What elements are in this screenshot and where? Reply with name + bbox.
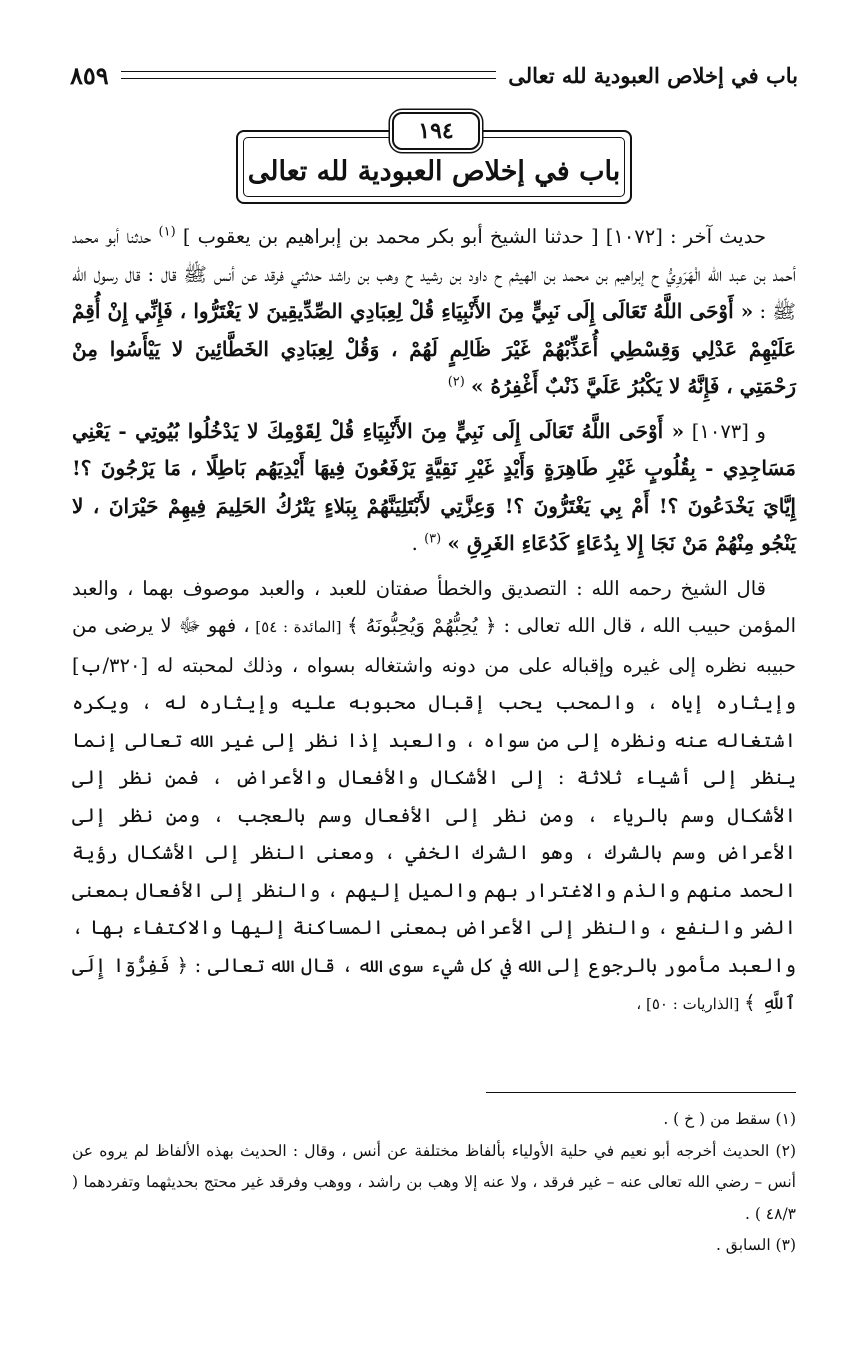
chapter-number: ١٩٤: [418, 118, 454, 144]
header-rule: [121, 71, 497, 79]
footnote-1: (١) سقط من ( خ ) .: [663, 1110, 796, 1128]
hadith-1-chain-start: حديث آخر : [١٠٧٢] [ حدثنا الشيخ أبو بكر محمد بن إبراهيم بن يعقوب ]: [182, 225, 767, 248]
footnote-mark-3: (٣): [424, 531, 442, 547]
running-header: [70, 58, 798, 92]
hadith-2-text: « أَوْحَى اللَّهُ تَعَالَى إِلَى نَبِيٍّ مِنَ الأَنْبِيَاءِ قُلْ لِقَوْمِكَ لا يَدْخُلُوا بُيُوتِي - يَعْنِي مَسَاجِدِي - بِقُلُوبٍ غَيْرِ طَاهِرَةٍ وَأَيْدٍ غَيْرِ نَقِيَّةٍ يَرْفَعُونَ فِيهَا أَيْدِيَهُم بَاطِلًا ، مَا يَرْجُونَ ؟! إِيَّايَ يَخْدَعُونَ ؟! أَمْ بِي يَغْتَرُّونَ ؟! وَعِزَّتِي لأَبْتَلِيَنَّهُمْ بِبَلاءٍ يَتْرُكُ الحَلِيمَ فِيهِمْ حَيْرَانَ ، لا يَنْجُو مِنْهُمْ مَنْ نَجَا إِلا بِدُعَاءٍ كَدُعَاءِ الغَرِقِ »: [72, 418, 796, 555]
chapter-title: باب في إخلاص العبودية لله تعالى: [247, 155, 621, 187]
footnotes: [72, 1104, 796, 1262]
footnote-mark-1: (١): [158, 224, 176, 240]
footnote-divider: [486, 1092, 796, 1093]
hadith-1-paragraph: [72, 218, 796, 406]
running-title: باب في إخلاص العبودية لله تعالى: [508, 62, 798, 88]
footnote-mark-2: (٢): [447, 374, 465, 390]
main-text: [72, 218, 796, 1031]
hadith-2-prefix: و [١٠٧٣]: [684, 419, 766, 443]
footnote-2: (٢) الحديث أخرجه أبو نعيم في حلية الأولياء بألفاظ مختلفة عن أنس ، وقال : الحديث بهذه الألفاظ لم يروه عن أنس – رضي الله تعالى عنه – غير فرقد ، ولا عنه إلا وهب بن راشد ، ووهب وفرقد غير محتج بحديثهما وتفردهما ( ٤٨/٣ ) .: [72, 1141, 796, 1223]
commentary-paragraph: [72, 570, 796, 1024]
hadith-2-suffix: .: [411, 532, 425, 555]
chapter-number-badge: [392, 112, 480, 150]
hadith-1-text: « أَوْحَى اللَّهُ تَعَالَى إِلَى نَبِيٍّ مِنَ الأَنْبِيَاءِ قُلْ لِعِبَادِي الصِّدِّيقِينَ لا يَغْتَرُّوا ، فَإِنِّي إِنْ أُقِمْ عَلَيْهِمْ عَدْلِي وَقِسْطِي أُعَذِّبْهُمْ غَيْرَ ظَالِمٍ لَهُمْ ، وَقُلْ لِعِبَادِي الخَطَّائِينَ لا يَيْأَسُوا مِنْ رَحْمَتِي ، فَإِنَّهُ لا يَكْبُرُ عَلَيَّ ذَنْبٌ أَغْفِرُهُ »: [72, 299, 796, 398]
hadith-1-chain: حدثنا أبو محمد أحمد بن عبد الله الْهَرَوِيُّ ح إبراهيم بن محمد بن الهيثم ح داود بن رشيد ح وهب بن راشد حدثني فرقد عن أنس ﷺ قال : قال رسول الله ﷺ :: [72, 225, 796, 323]
footnote-3: (٣) السابق .: [715, 1236, 796, 1254]
hadith-2-paragraph: [72, 413, 796, 563]
quran-reference-2: [الذاريات : ٥٠] ،: [636, 995, 745, 1013]
page-number: ٨٥٩: [70, 60, 109, 90]
commentary-part-1: قال الشيخ رحمه الله : التصديق والخطأ صفتان للعبد ، والعبد موصوف بهما ، والعبد المؤمن حبيب الله ، قال الله تعالى : ﴿ يُحِبُّهُمْ وَيُحِبُّونَهُ ﴾: [72, 576, 796, 637]
commentary-part-2: ، فهو ﷻ لا يرضى من حبيبه نظره إلى غيره وإقباله على من دونه واشتغاله بسواه ، وذلك لمحبته له [٣٢٠/ب] وإيثاره إياه ، والمحب يحب إقبال محبوبه عليه وإيثاره له ، ويكره اشتغاله عنه ونظره إلى من سواه ، والعبد إذا نظر إلى غير الله تعالى إنما ينظر إلى أشياء ثلاثة : إلى الأشكال والأفعال والأعراض ، فمن نظر إلى الأشكال وسم بالرياء ، ومن نظر إلى الأفعال وسم بالعجب ، ومن نظر إلى الأعراض وسم بالشرك ، وهو الشرك الخفي ، ومعنى النظر إلى الأشكال رؤية الحمد منهم والذم والاغترار بهم والميل إليهم ، والنظر إلى الأفعال بمعنى الضر والنفع ، والنظر إلى الأعراض بمعنى المساكنة إليها والاكتفاء بها ، والعبد مأمور بالرجوع إلى الله في كل شيء سوى الله ، قال الله تعالى : ﴿ فَفِرُّوٓا إِلَى ٱللَّهِ ﴾: [72, 614, 796, 1014]
quran-reference-1: [المائدة : ٥٤]: [249, 618, 348, 636]
